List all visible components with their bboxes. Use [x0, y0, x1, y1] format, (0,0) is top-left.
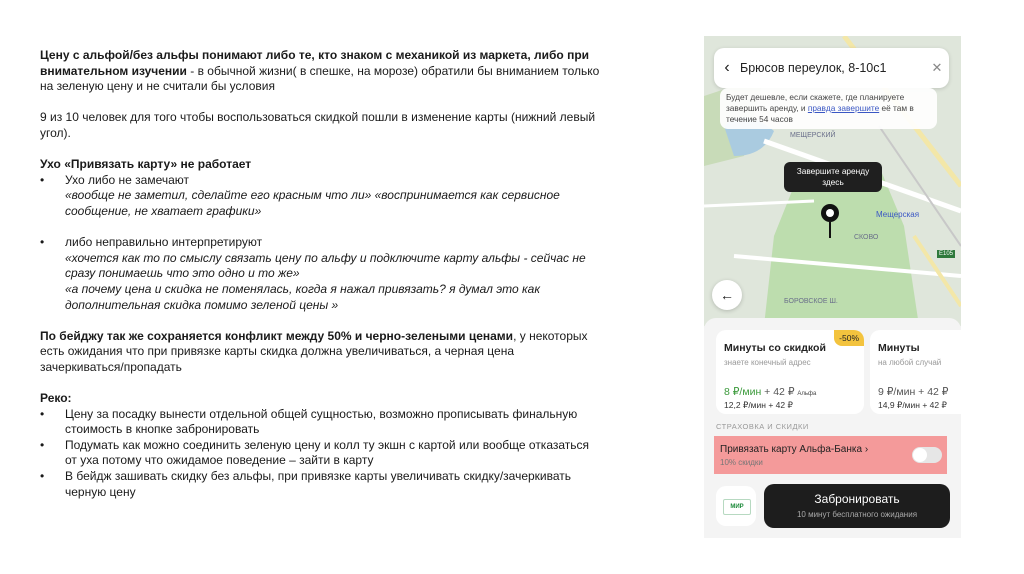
link-card-banner[interactable] [714, 436, 947, 474]
map-view[interactable] [704, 36, 961, 326]
location-pin-icon[interactable] [821, 204, 839, 222]
map-label-district: МЕЩЕРСКИЙ [790, 132, 836, 139]
bottom-sheet [704, 318, 961, 538]
mir-card-icon: МИР [723, 499, 751, 515]
link-card-toggle[interactable] [912, 447, 942, 463]
route-sign: E105 [939, 251, 954, 257]
book-button-label: Забронировать [814, 492, 900, 506]
address-text: Брюсов переулок, 8-10с1 [740, 61, 887, 75]
bullet-misinterpreted: • либо неправильно интерпретируют [40, 235, 600, 251]
phone-screenshot [704, 36, 961, 538]
bullet-not-noticed: • Ухо либо не замечают [40, 173, 600, 189]
regular-price: 12,2 ₽/мин + 42 ₽ [724, 400, 793, 410]
book-button[interactable] [764, 484, 950, 528]
link-card-title: Привязать карту Альфа-Банка › [720, 444, 869, 455]
book-button-sublabel: 10 минут бесплатного ожидания [796, 510, 918, 519]
tariff-card-discount[interactable] [716, 330, 864, 414]
tariff-title: Минуты со скидкой [724, 342, 826, 354]
discount-badge: -50% [834, 330, 864, 346]
paragraph-badge-conflict: По бейджу так же сохраняется конфликт между 50% и черно-зелеными ценами, у некоторых есть ожидания что при привязке карты скидка должна увеличиваться, а черная цена зачеркиваться/пропадать [40, 328, 588, 374]
alfa-label: Альфа [797, 391, 817, 397]
quote-misinterpreted-1: «хочется как то по смыслу связать цену по альфу и подключите карту альфы - сейчас не сразу понимаешь что это одно и то же» [65, 250, 586, 281]
paragraph-alfa-pricing: Цену с альфой/без альфы понимают либо те, кто знаком с механикой из маркета, либо при внимательном изучении - в обычной жизни( в спешке, на морозе) обратили бы вниманием только на зеленую цену и не считали бы условия [40, 48, 600, 94]
chevron-left-icon[interactable]: ‹ [724, 59, 730, 76]
finish-here-tooltip: Завершите аренду здесь [784, 162, 882, 192]
reco-item-2: • Подумать как можно соединить зеленую цену и колл ту экшн с картой или вообще отказаться от уха потому что ожидамое поведение – зайти в карту [40, 438, 600, 469]
payment-card-button[interactable] [716, 486, 756, 526]
link-card-subtitle: 10% скидки [720, 458, 763, 467]
tariff-title: Минуты [878, 342, 920, 354]
tariff-subtitle: на любой случай [878, 358, 942, 367]
section-title-ear: Ухо «Привязать карту» не работает [40, 157, 252, 172]
discount-hint: Будет дешевле, если скажете, где планируете завершить аренду, и правда завершите её там в течение 54 часов [720, 88, 937, 129]
map-label-road: БОРОВСКОЕ Ш. [784, 298, 838, 305]
back-arrow-icon[interactable]: ← [712, 280, 742, 310]
reco-item-1: • Цену за посадку вынести отдельной общей сущностью, возможно прописывать финальную стоимость в кнопке забронировать [40, 407, 600, 438]
paragraph-statistic: 9 из 10 человек для того чтобы воспользоваться скидкой пошли в изменение карты (нижний левый угол). [40, 110, 596, 140]
slide-notes [40, 48, 600, 500]
tariff-subtitle: знаете конечный адрес [724, 358, 811, 367]
address-bar[interactable] [714, 48, 949, 88]
map-label-station: Мещерская [876, 210, 920, 219]
quote-misinterpreted-2: «а почему цена и скидка не поменялась, когда я нажал привязать? я думал это как дополнительная скидка помимо зеленой цены » [65, 281, 540, 312]
close-icon[interactable]: ✕ [931, 60, 943, 75]
tariff-price-2: 14,9 ₽/мин + 42 ₽ [878, 400, 947, 410]
quote-not-noticed: «вообще не заметил, сделайте его красным что ли» «воспринимается как сервисное сообщение, не хватает графики» [65, 188, 560, 218]
tariff-price: 9 ₽/мин + 42 ₽ [878, 386, 949, 398]
pin-stem [829, 222, 831, 238]
tariff-card-minutes[interactable] [870, 330, 961, 414]
hint-link[interactable]: правда завершите [807, 103, 880, 113]
map-label-sk: СКОВО [854, 234, 879, 241]
section-heading: СТРАХОВКА И СКИДКИ [716, 422, 809, 431]
reco-title: Реко: [40, 391, 72, 406]
green-price: 8 ₽/мин + 42 ₽ Альфа [724, 386, 817, 398]
reco-item-3: • В бейдж зашивать скидку без альфы, при привязке карты увеличивать скидку/зачеркивать черную цену [40, 469, 600, 500]
